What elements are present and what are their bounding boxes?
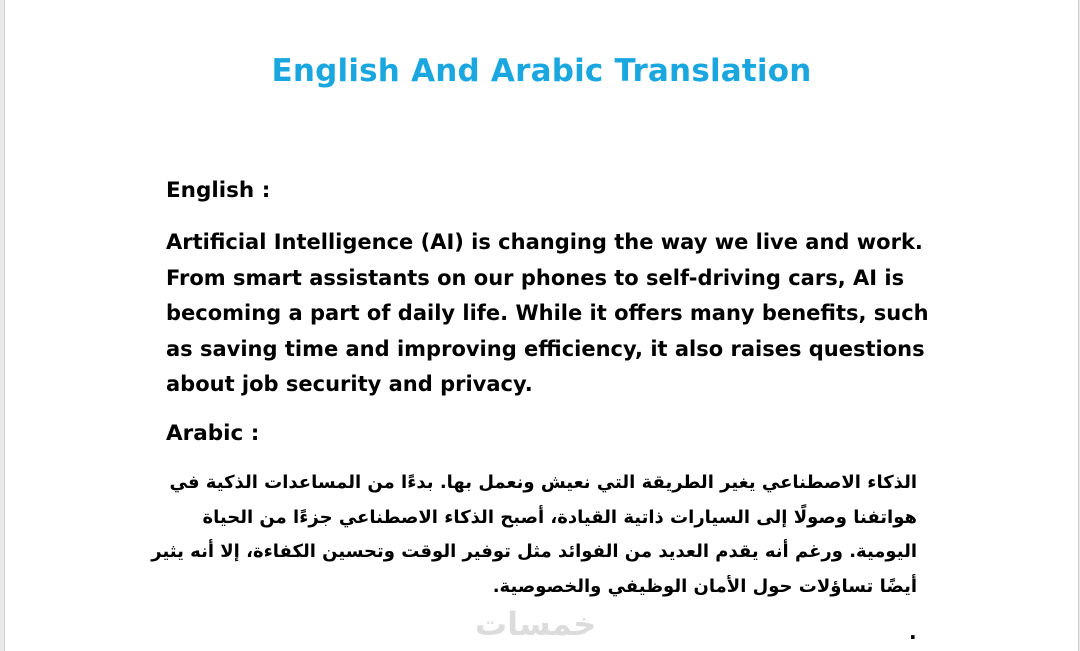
arabic-paragraph [151,466,917,604]
trailing-mark: . [909,620,917,644]
watermark-logo: خمسات [475,605,597,643]
english-paragraph [166,225,929,403]
document-title: English And Arabic Translation [271,53,812,89]
arabic-line: اليومية. ورغم أنه يقدم العديد من الفوائد مثل توفير الوقت وتحسين الكفاءة، إلا أنه يثير [151,541,917,562]
english-line: Artificial Intelligence (AI) is changing the way we live and work. [166,230,923,254]
arabic-label: Arabic : [166,421,260,446]
arabic-line: أيضًا تساؤلات حول الأمان الوظيفي والخصوصية. [492,575,917,597]
english-line: becoming a part of daily life. While it offers many benefits, such [166,301,929,325]
english-line: about job security and privacy. [166,372,533,396]
arabic-line: هواتفنا وصولًا إلى السيارات ذاتية القيادة، أصبح الذكاء الاصطناعي جزءًا من الحياة [202,506,917,528]
arabic-line: الذكاء الاصطناعي يغير الطريقة التي نعيش ونعمل بها. بدءًا من المساعدات الذكية في [169,472,917,493]
english-line: as saving time and improving efficiency, it also raises questions [166,336,925,361]
english-line: From smart assistants on our phones to self-driving cars, AI is [166,265,905,290]
document-page [4,0,1079,651]
english-label: English : [166,178,271,203]
